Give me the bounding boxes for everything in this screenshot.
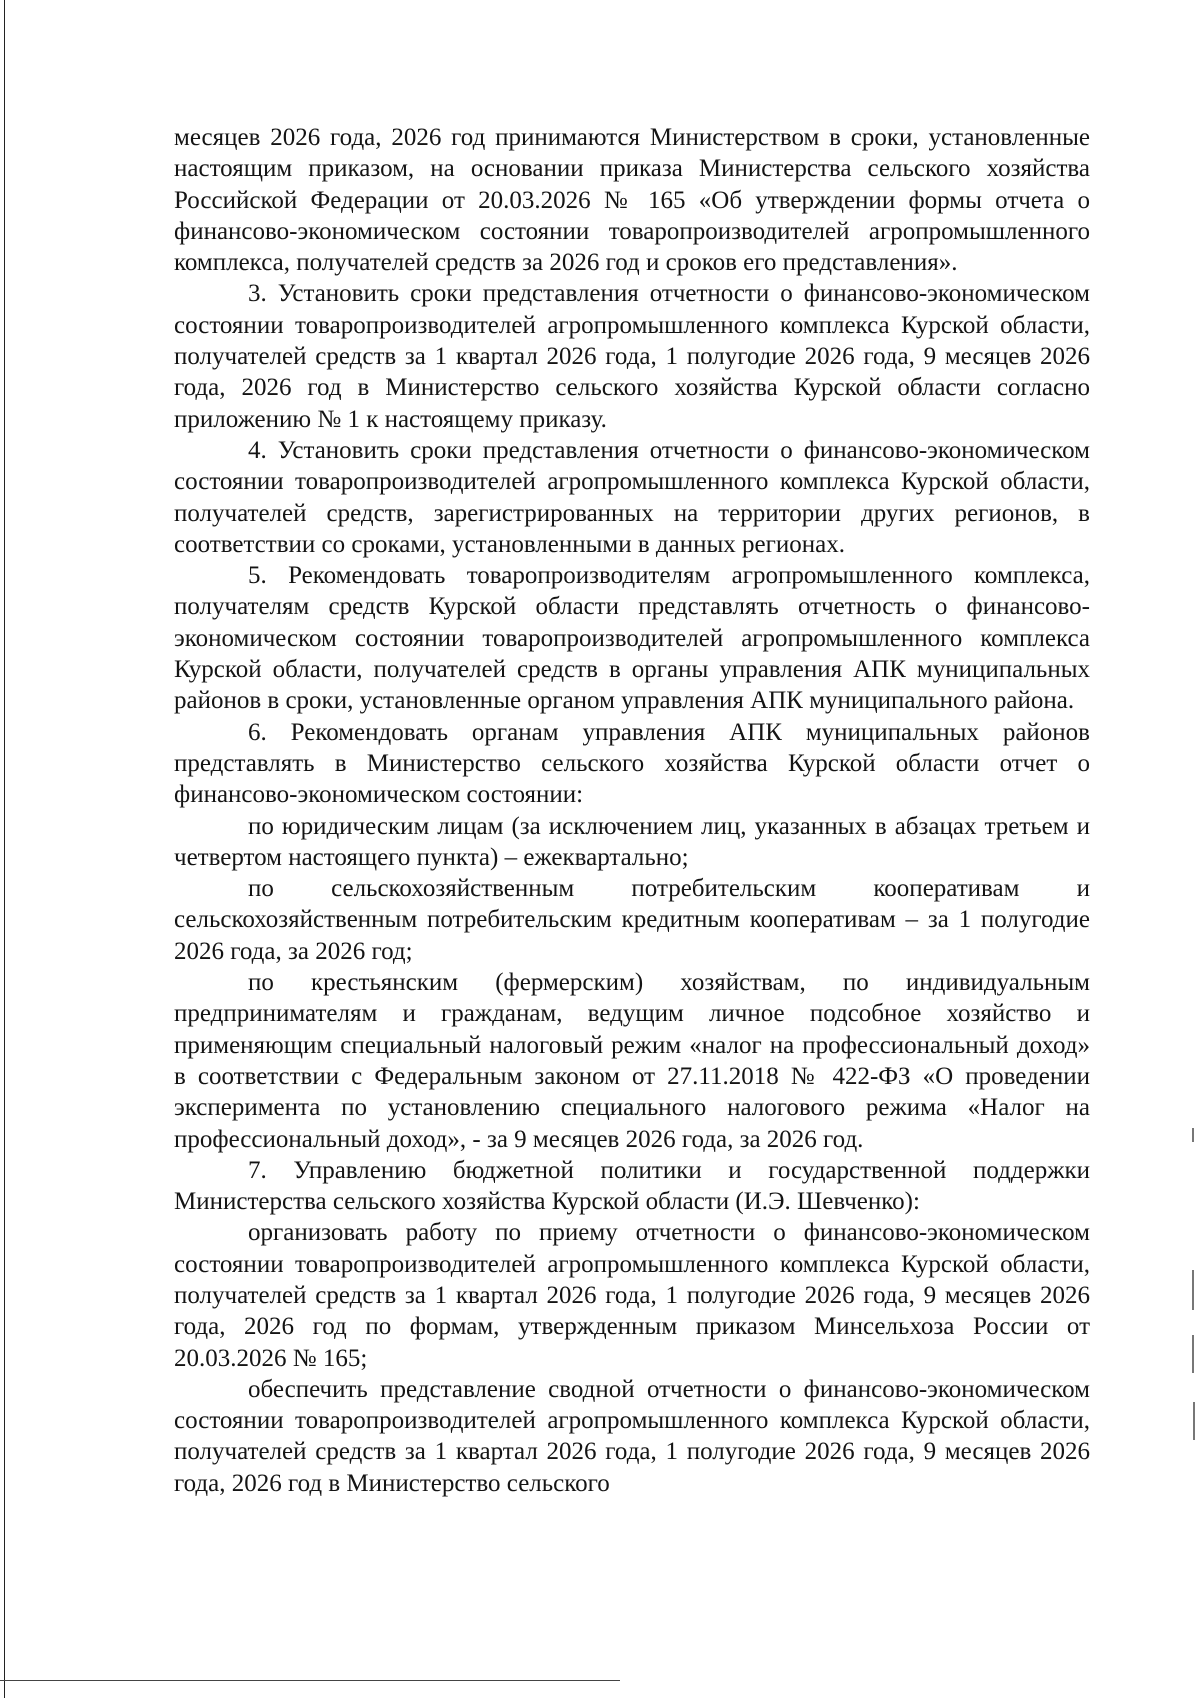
paragraph-item-6-farms: по крестьянским (фермерским) хозяйствам, по индивидуальным предпринимателям и гражданам, ведущим личное подсобное хозяйство и применяющим специальный налоговый режим «налог на профессиональный доход» в соответствии с Федеральным законом от 27.11.2018 № 422-ФЗ «О проведении эксперимента по установлению специального налогового режима «Налог на профессиональный доход», - за 9 месяцев 2026 года, за 2026 год. <box>174 969 1090 1153</box>
paragraph-item-3: 3. Установить сроки представления отчетности о финансово-экономическом состоянии товаропроизводителей агропромышленного комплекса Курской области, получателей средств за 1 квартал 2026 года, 1 полугодие 2026 года, 9 месяцев 2026 года, 2026 год в Министерство сельского хозяйства Курской области согласно приложению № 1 к настоящему приказу. <box>174 280 1090 433</box>
scan-bottom-edge-line <box>0 1680 620 1681</box>
paragraph-item-6: 6. Рекомендовать органам управления АПК муниципальных районов представлять в Министерство сельского хозяйства Курской области отчет о финансово-экономическом состоянии: <box>174 718 1090 809</box>
document-body <box>174 122 1090 1499</box>
scan-margin-mark <box>1192 1128 1194 1142</box>
paragraph-item-5: 5. Рекомендовать товаропроизводителям агропромышленного комплекса, получателям средств Курской области представлять отчетность о финансово-экономическом состоянии товаропроизводителей агропромышленного комплекса Курской области, получателей средств в органы управления АПК муниципальных районов в сроки, установленные органом управления АПК муниципального района. <box>174 562 1090 715</box>
paragraph-item-7-organize: организовать работу по приему отчетности о финансово-экономическом состоянии товаропроизводителей агропромышленного комплекса Курской области, получателей средств за 1 квартал 2026 года, 1 полугодие 2026 года, 9 месяцев 2026 года, 2026 год по формам, утвержденным приказом Минсельхоза России от 20.03.2026 № 165; <box>174 1219 1090 1372</box>
paragraph-item-6-legal-entities: по юридическим лицам (за исключением лиц, указанных в абзацах третьем и четвертом настоящего пункта) – ежеквартально; <box>174 812 1090 871</box>
paragraph-continuation: месяцев 2026 года, 2026 год принимаются Министерством в сроки, установленные настоящим приказом, на основании приказа Министерства сельского хозяйства Российской Федерации от 20.03.2026 № 165 «Об утверждении формы отчета о финансово-экономическом состоянии товаропроизводителей агропромышленного комплекса, получателей средств за 2026 год и сроков его представления». <box>174 124 1090 277</box>
paragraph-item-7-ensure: обеспечить представление сводной отчетности о финансово-экономическом состоянии товаропроизводителей агропромышленного комплекса Курской области, получателей средств за 1 квартал 2026 года, 1 полугодие 2026 года, 9 месяцев 2026 года, 2026 год в Министерство сельского <box>174 1375 1090 1497</box>
scan-margin-mark <box>1192 1335 1194 1373</box>
paragraph-item-7: 7. Управлению бюджетной политики и государственной поддержки Министерства сельского хозяйства Курской области (И.Э. Шевченко): <box>174 1156 1090 1216</box>
scan-margin-mark <box>1193 1402 1195 1440</box>
scan-left-edge-line <box>4 0 5 1698</box>
scan-margin-mark <box>1192 1270 1194 1310</box>
paragraph-item-6-cooperatives: по сельскохозяйственным потребительским кооперативам и сельскохозяйственным потребительским кредитным кооперативам – за 1 полугодие 2026 года, за 2026 год; <box>174 875 1090 965</box>
paragraph-item-4: 4. Установить сроки представления отчетности о финансово-экономическом состоянии товаропроизводителей агропромышленного комплекса Курской области, получателей средств, зарегистрированных на территории других регионов, в соответствии со сроками, установленными в данных регионах. <box>174 436 1090 558</box>
